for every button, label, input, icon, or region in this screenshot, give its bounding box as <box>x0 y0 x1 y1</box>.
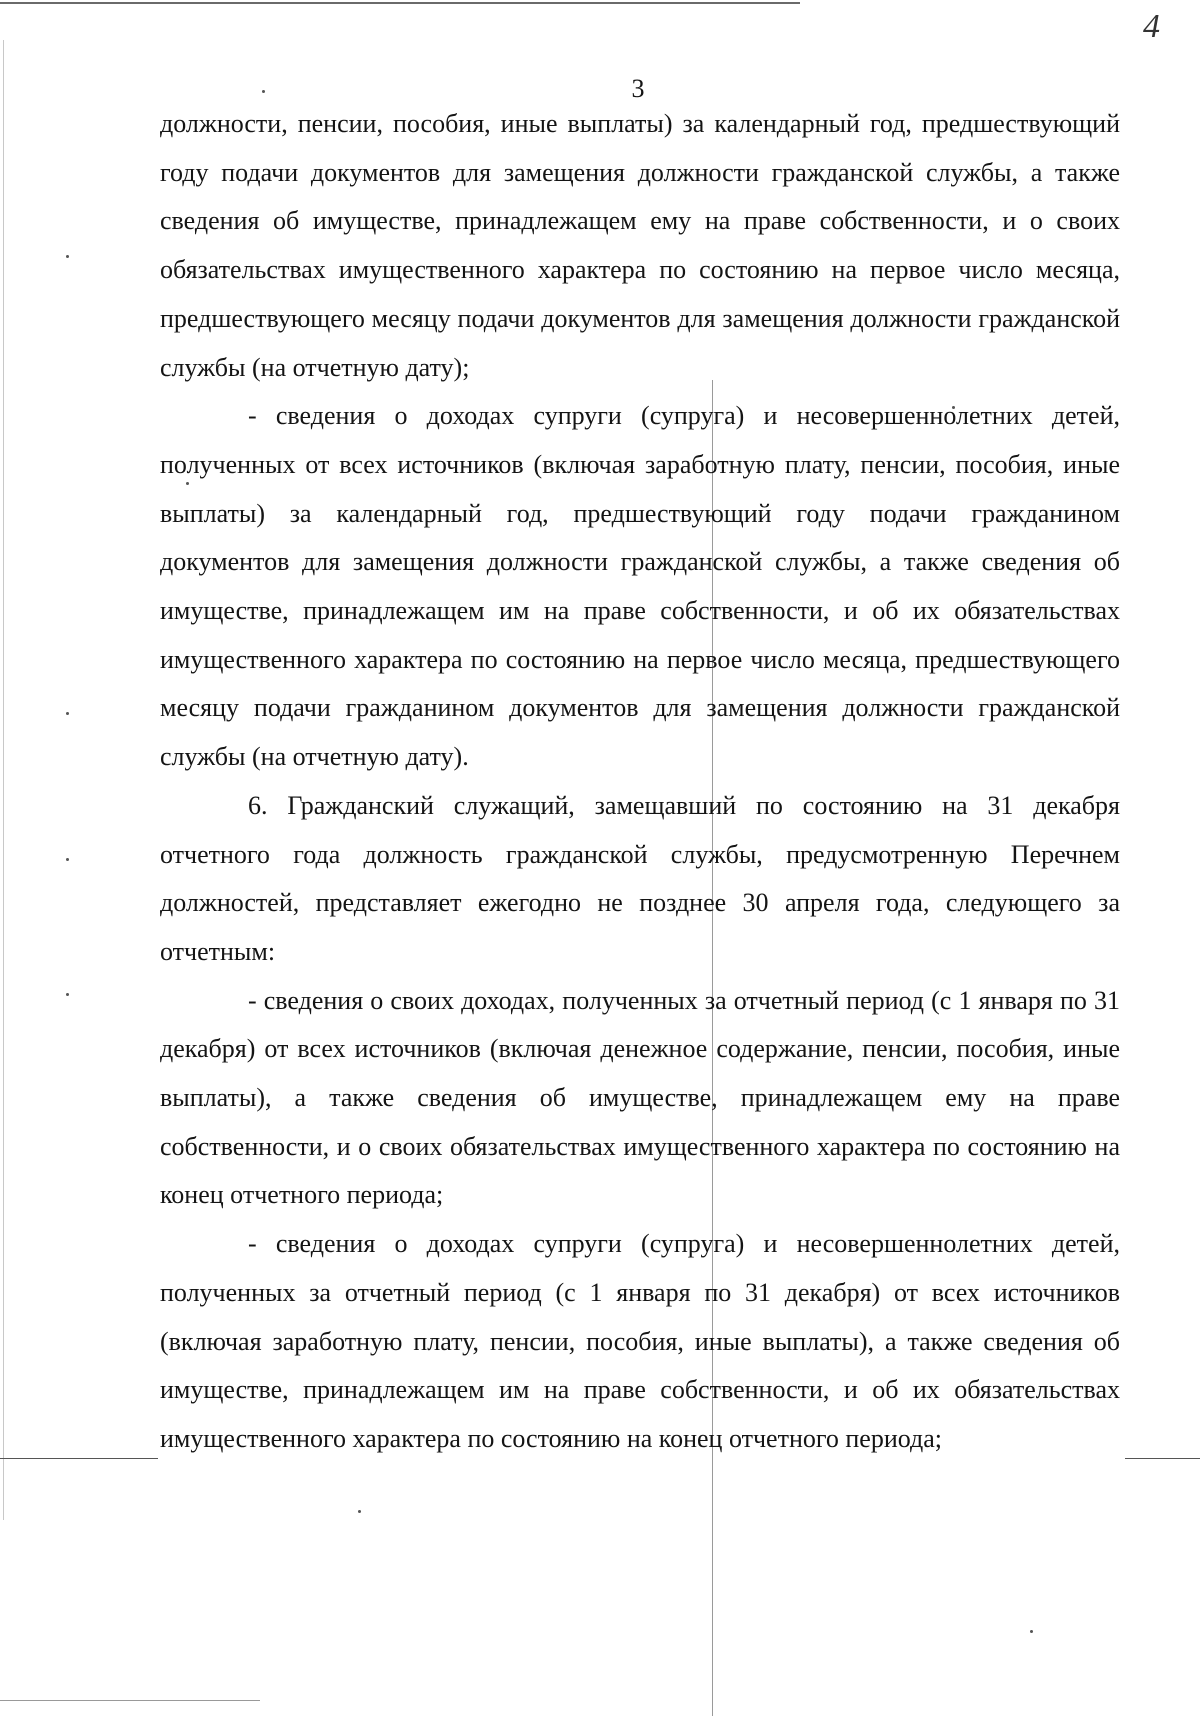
paragraph-continuation: должности, пенсии, пособия, иные выплаты) за календарный год, предшествующий году подачи документов для замещения должности гражданской службы, а также сведения об имуществе, принадлежащем ему на праве собственности, и о своих обязательствах имущественного характера по состоянию на первое число месяца, предшествующего месяцу подачи документов для замещения должности гражданской службы (на отчетную дату); <box>160 109 1120 382</box>
scan-speck <box>66 712 69 715</box>
scan-left-edge <box>3 40 4 1520</box>
document-body <box>160 100 1120 1464</box>
scan-bottom-rule <box>0 1700 260 1701</box>
paragraph-item-6: 6. Гражданский служащий, замещавший по состоянию на 31 декабря отчетного года должность гражданской службы, предусмотренную Перечнем должностей, представляет ежегодно не позднее 30 апреля года, следующего за отчетным: <box>160 790 1120 966</box>
scan-speck <box>66 255 69 258</box>
paragraph-spouse-income: - сведения о доходах супруги (супруга) и несовершеннолетних детей, полученных от всех источников (включая заработную плату, пенсии, пособия, иные выплаты) за календарный год, предшествующий году подачи гражданином документов для замещения должности гражданской службы, а также сведения об имуществе, принадлежащем им на праве собственности, и об их обязательствах имущественного характера по состоянию на первое число месяца, предшествующего месяцу подачи гражданином документов для замещения должности гражданской службы (на отчетную дату). <box>160 401 1120 772</box>
paragraph-family-income: - сведения о доходах супруги (супруга) и несовершеннолетних детей, полученных за отчетный период (с 1 января по 31 декабря) от всех источников (включая заработную плату, пенсии, пособия, иные выплаты), а также сведения об имуществе, принадлежащем им на праве собственности, и об их обязательствах имущественного характера по состоянию на конец отчетного периода; <box>160 1229 1120 1453</box>
scan-speck <box>66 993 69 996</box>
scan-line-right <box>1125 1458 1200 1459</box>
handwritten-page-mark: 4 <box>1143 8 1160 45</box>
scan-line-left <box>0 1458 158 1459</box>
paragraph-own-income: - сведения о своих доходах, полученных за отчетный период (с 1 января по 31 декабря) от всех источников (включая денежное содержание, пенсии, пособия, иные выплаты), а также сведения об имуществе, принадлежащем ему на праве собственности, и о своих обязательствах имущественного характера по состоянию на конец отчетного периода; <box>160 985 1120 1210</box>
scan-speck <box>358 1510 361 1513</box>
page-number: 3 <box>631 74 645 103</box>
scan-speck <box>1030 1630 1033 1633</box>
scan-top-rule <box>0 2 800 4</box>
scan-speck <box>66 858 69 861</box>
